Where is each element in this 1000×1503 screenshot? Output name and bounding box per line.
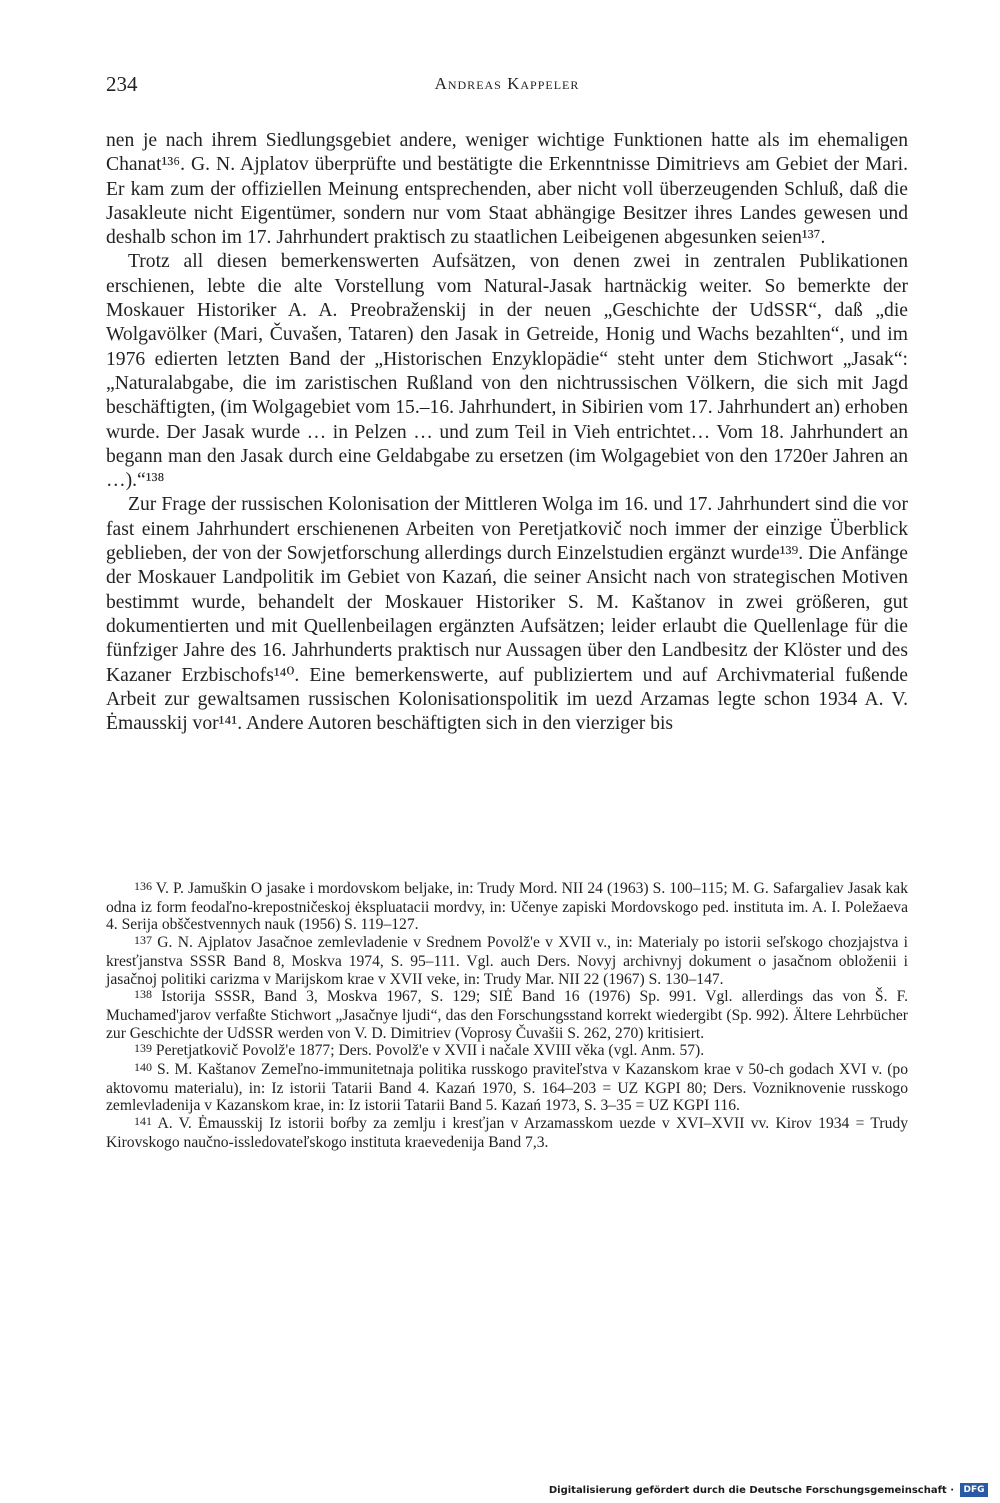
footnote xyxy=(106,988,908,1042)
footnotes xyxy=(106,880,908,1152)
footnote-text: V. P. Jamuškin O jasake i mordovskom beljake, in: Trudy Mord. NII 24 (1963) S. 100–115; M. G. Safargaliev Jasak kak odna iz form feodaľno-krepostničeskoj ėkspluatacii mordvy, in: Učenye zapiski Mordovskogo ped. instituta im. A. I. Poležaeva 4. Serija obščestvennych nauk (1956) S. 119–127. xyxy=(106,880,908,934)
footnote-number: 140 xyxy=(134,1060,152,1075)
footnote xyxy=(106,1115,908,1151)
page-header xyxy=(106,72,908,102)
running-head: Andreas Kappeler xyxy=(434,74,580,93)
footnote-text: Istorija SSSR, Band 3, Moskva 1967, S. 129; SIĖ Band 16 (1976) Sp. 991. Vgl. allerdings das von Š. F. Muchamed'jarov verfaßte Stichwort „Jasačnye ljudi“, das den Forschungsstand korrekt wiedergibt (Sp. 992). Ältere Lehrbücher zur Geschichte der UdSSR werden von V. D. Dimitriev (Voprosy Čuvašii S. 262, 270) kritisiert. xyxy=(106,988,908,1042)
digitization-footer xyxy=(549,1481,988,1499)
footnote xyxy=(106,1061,908,1115)
page-number: 234 xyxy=(106,72,138,96)
paragraph: Trotz all diesen bemerkenswerten Aufsätzen, von denen zwei in zentralen Publikationen erschienen, lebte die alte Vorstellung vom Natural-Jasak hartnäckig weiter. So bemerkte der Moskauer Historiker A. A. Preobraženskij in der neuen „Geschichte der UdSSR“, daß „die Wolgavölker (Mari, Čuvašen, Tataren) den Jasak in Getreide, Honig und Wachs bezahlten“, und im 1976 edierten letzten Band der „Historischen Enzyklopädie“ steht unter dem Stichwort „Jasak“: „Naturalabgabe, die im zaristischen Rußland von den nichtrussischen Völkern, die sich mit Jagd beschäftigten, (im Wolgagebiet vom 15.–16. Jahrhundert, in Sibirien vom 17. Jahrhundert an) erhoben wurde. Der Jasak wurde … in Pelzen … und zum Teil in Vieh entrichtet… Vom 18. Jahrhundert an begann man den Jasak durch eine Geldabgabe zu ersetzen (im Wolgagebiet von den 1720er Jahren an …).“¹³⁸ xyxy=(106,251,908,492)
footnote-text: Peretjatkovič Povolž'e 1877; Ders. Povolž'e v XVII i načale XVIII věka (vgl. Anm. 57). xyxy=(155,1042,705,1060)
footnote-text: G. N. Ajplatov Jasačnoe zemlevladenie v Srednem Povolž'e v XVII v., in: Materialy po istorii seľskogo chozjajstva i kresťjanstva SSSR Band 8, Moskva 1974, S. 95–111. Vgl. auch Ders. Novyj archivnyj dokument o jasačnom obloženii i jasačnoj politiki carizma v Marijskom krae v XVII veke, in: Trudy Mar. NII 22 (1967) S. 130–147. xyxy=(106,934,908,988)
footnote-number: 138 xyxy=(134,987,152,1002)
footnote-number: 139 xyxy=(134,1041,152,1056)
footnote xyxy=(106,880,908,934)
footnote-number: 137 xyxy=(134,933,152,948)
footnote-text: S. M. Kaštanov Zemeľno-immunitetnaja politika russkogo praviteľstva v Kazanskom krae v 50-ch godach XVI v. (po aktovomu materialu), in: Iz istorii Tatarii Band 4. Kazań 1970, S. 164–203 = UZ KGPI 80; Ders. Vozniknovenie russkogo zemlevladenija v Kazanskom krae, in: Iz istorii Tatarii Band 5. Kazań 1973, S. 3–35 = UZ KGPI 116. xyxy=(106,1061,908,1115)
footnote-number: 141 xyxy=(134,1114,152,1129)
footnote-number: 136 xyxy=(134,879,152,893)
footer-text: Digitalisierung gefördert durch die Deutsche Forschungsgemeinschaft · xyxy=(548,1484,954,1496)
paragraph: nen je nach ihrem Siedlungsgebiet andere, weniger wichtige Funktionen hatte als im ehemaligen Chanat¹³⁶. G. N. Ajplatov überprüfte und bestätigte die Erkenntnisse Dimitrievs am Gebiet der Mari. Er kam zum der offiziellen Meinung entsprechenden, aber nicht voll überzeugenden Schluß, daß die Jasakleute nicht Eigentümer, sondern nur vom Staat abhängige Besitzer ihres Landes gewesen und deshalb schon im 17. Jahrhundert praktisch zu staatlichen Leibeigenen abgesunken seien¹³⁷. xyxy=(106,130,908,249)
footnote xyxy=(106,934,908,988)
footnote xyxy=(106,1042,908,1061)
main-text xyxy=(106,129,908,736)
paragraph: Zur Frage der russischen Kolonisation der Mittleren Wolga im 16. und 17. Jahrhundert sind die vor fast einem Jahrhundert erschienenen Arbeiten von Peretjatkovič noch immer der einzige Überblick geblieben, der von der Sowjetforschung allerdings durch Einzelstudien ergänzt wurde¹³⁹. Die Anfänge der Moskauer Landpolitik im Gebiet von Kazań, die seiner Ansicht nach von strategischen Motiven bestimmt wurde, behandelt der Moskauer Historiker S. M. Kaštanov in zwei größeren, gut dokumentierten und mit Quellenbeilagen ergänzten Aufsätzen; leider erlaubt die Quellenlage für die fünfziger Jahre des 16. Jahrhunderts praktisch nur Aussagen über den Landbesitz der Klöster und des Kazaner Erzbischofs¹⁴⁰. Eine bemerkenswerte, auf publiziertem und auf Archivmaterial fußende Arbeit zur gewaltsamen russischen Kolonisationspolitik im uezd Arzamas legte schon 1934 A. V. Ėmausskij vor¹⁴¹. Andere Autoren beschäftigten sich in den vierziger bis xyxy=(106,494,908,735)
dfg-logo-icon: DFG xyxy=(960,1483,988,1497)
footnote-text: A. V. Ėmausskij Iz istorii boŕby za zemlju i kresťjan v Arzamasskom uezde v XVI–XVII vv. Kirov 1934 = Trudy Kirovskogo naučno-issledovateľskogo instituta kraevedenija Band 7,3. xyxy=(106,1115,908,1151)
